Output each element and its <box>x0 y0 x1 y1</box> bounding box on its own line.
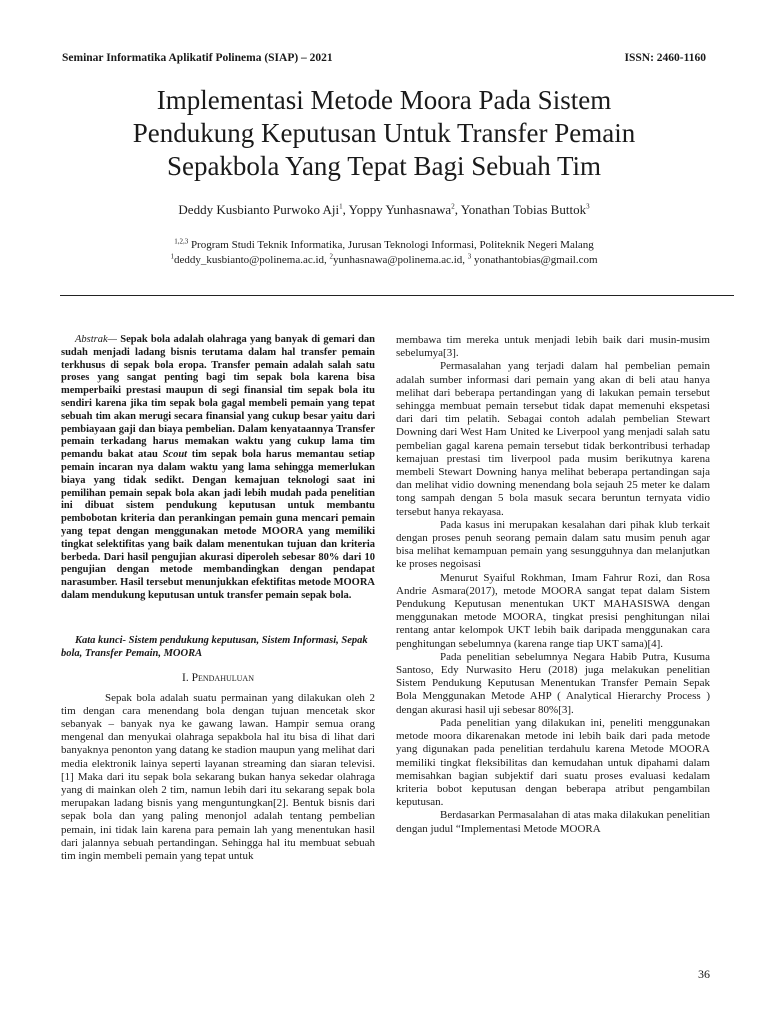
right-column <box>396 334 710 836</box>
email: yonathantobias@gmail.com <box>471 254 598 266</box>
section-heading: I. Pendahuluan <box>182 672 254 685</box>
body-paragraph: Berdasarkan Permasalahan di atas maka dilakukan penelitian dengan judul “Implementasi Metode MOORA <box>396 809 710 835</box>
author-name: , Yoppy Yunhasnawa <box>342 202 452 217</box>
abstract-text: Sepak bola adalah olahraga yang banyak di gemari dan sudah menjadi ladang bisnis terutama dalam hal transfer pemain terkhusus di sepak bola eropa. Transfer pemain adalah salah satu proses yang sangat penting bagi tim sepak bola karena bisa memperbaiki prestasi maupun di segi finansial tim sepak bola itu sendiri karena jika tim sepak bola gagal membeli pemain yang tepat sebuah tim akan merugi secara finansial yang cukup besar yaitu dari pembiayaan gaji dan biaya pembelian. Dalam kenyataannya Transfer pemain terkadang harus memakan waktu yang cukup lama tim pemandu bakat atau <box>61 334 375 461</box>
body-paragraph: Permasalahan yang terjadi dalam hal pembelian pemain adalah sumber informasi dari pemain yang akan di beli atau hanya melihat dari beberapa pertandingan yang di lakukan pemain tersebut sehingga membuat pemain tersebut tidak dapat memenuhi ekspetasi dari dari tim pelatih. Sebagai contoh adalah pembelian Stewart Downing dari West Ham United ke Liverpool yang menjadi salah satu pembelian gagal karena pemain tersebut tidak berkontribusi terhadap kemajuan prestasi tim liverpool pada musim berikutnya karena membeli Stewart Downing hanya melihat beberapa pertandingan saja dan melihat vidio downing menendang bola sejauh 25 meter ke dalam tong sampah dengan 5 bola masuk secara beruntun ternyata vidio tersebut hanya rekayasa. <box>396 360 710 518</box>
affiliation <box>60 238 708 268</box>
body-paragraph: Pada kasus ini merupakan kesalahan dari pihak klub terkait dengan proses penuh seorang pemain dalam satu musim penuh agar bisa melihat kemampuan pemain yang sesungguhnya dan melanjutkan ke proses negoisasi <box>396 518 710 571</box>
header-divider <box>60 295 734 296</box>
body-paragraph: Menurut Syaiful Rokhman, Imam Fahrur Rozi, dan Rosa Andrie Asmara(2017), metode MOORA sangat tepat dalam Sistem Pendukung Keputusan menentukan UKT MAHASISWA dengan menggunakan metode MOORA, tingkat presisi penghitungan nilai rentang antar kelompok UKT lebih baik daripada menggunakan cara penghitungan sebelumnya (karena range tiap UKT sama)[4]. <box>396 571 710 650</box>
abstract-scout: Scout <box>162 449 188 461</box>
email: deddy_kusbianto@polinema.ac.id, <box>173 254 330 266</box>
email-superscript: 2 <box>329 252 334 261</box>
affiliation-superscript: 1,2,3 <box>174 237 189 246</box>
left-column <box>61 334 375 863</box>
paper-title <box>60 84 708 183</box>
keywords: Kata kunci- Sistem pendukung keputusan, Sistem Informasi, Sepak bola, Transfer Pemain, MOORA <box>61 634 368 659</box>
email-superscript: 1 <box>170 252 174 261</box>
conference-name: Seminar Informatika Aplikatif Polinema (SIAP) – 2021 <box>62 52 333 64</box>
body-paragraph: Pada penelitian yang dilakukan ini, peneliti menggunakan metode moora dikarenakan metode ini lebih baik dari pada metode yang digunakan pada penelitian terdahulu karena Metode MOORA memiliki tingkat fleksibilitas dan kemudahan untuk dipahami dalam memisahkan bagian subjektif dari suatu proses evaluasi kedalam kriteria bobot keputusan dengan beberapa atribut pengambilan keputusan. <box>396 716 710 809</box>
body-paragraph: membawa tim mereka untuk menjadi lebih baik dari musin-musim sebelumya[3]. <box>396 334 710 360</box>
author-name: Deddy Kusbianto Purwoko Aji <box>178 202 340 217</box>
abstract-label: Abstrak— <box>75 334 117 345</box>
body-paragraph: Pada penelitian sebelumnya Negara Habib Putra, Kusuma Santoso, Edy Nurwasito Heru (2018) juga melakukan penelitian Sistem Pendukung Keputusan Menentukan Transfer Pemain Sepak Bola Menggunakan Metode AHP ( Analytical Hierarchy Process ) dengan akurasi hasil uji sebesar 80%[3]. <box>396 650 710 716</box>
page-number: 36 <box>698 967 710 981</box>
title-line: Sepakbola Yang Tepat Bagi Sebuah Tim <box>166 151 602 181</box>
email-line <box>60 253 708 268</box>
page-header <box>62 52 706 68</box>
author-superscript: 3 <box>586 202 590 211</box>
author-superscript: 2 <box>451 202 455 211</box>
title-line: Pendukung Keputusan Untuk Transfer Pemain <box>132 118 636 148</box>
abstract <box>61 334 375 603</box>
author-list <box>60 202 708 218</box>
abstract-text-2: tim sepak bola harus memantau setiap pemain incaran nya dalam waktu yang lama sehingga memerlukan biaya yang tidak sedikt. Dengan kemajuan teknologi saat ini pemilihan pemain sepak bola akan jadi lebih mudah pada penelitian ini dibuat sistem pendukung keputusan untuk membantu pembobotan kriteria dan perankingan pemain guna mencari pemain yang tepat dengan menggunakan metode MOORA yang memiliki tingkat selektifitas yang baik dalam menentukan tujuan dan kriteria berbeda. Dari hasil pengujian akurasi diperoleh sebesar 80% dari 10 pengujian dengan metode membandingkan dengan pendapat narasumber. Hasil tersebut menunjukkan efektifitas metode MOORA dalam mendukung keputusan untuk transfer pemain sepak bola. <box>61 449 375 601</box>
author-superscript: 1 <box>339 202 343 211</box>
affiliation-text: Program Studi Teknik Informatika, Jurusan Teknologi Informasi, Politeknik Negeri Malang <box>188 239 594 251</box>
email: yunhasnawa@polinema.ac.id, <box>333 254 468 266</box>
body-paragraph: Sepak bola adalah suatu permainan yang dilakukan oleh 2 tim dengan cara menendang bola dengan tujuan mencetak skor sebanyak – banyak nya ke gawang lawan. Hampir semua orang mengenal dan menyukai olahraga sepakbola hal itu bisa di lihat dari banyaknya penonton yang datang ke stadion maupun yang melihat dari media elektronik lainya seperti layanan streaming dan siaran televisi.[1] Maka dari itu sepak bola sekarang bukan hanya sekedar olahraga yang di mainkan oleh 2 tim, namun lebih dari itu sekarang sepak bola merupakan ladang bisnis yang menguntungkan[2]. Bentuk bisnis dari sepak bola dan yang paling menonjol adalah tentang pembelian pemain, ini tidak lain karena para pemain lah yang menentukan hasil dari jalannya sebuah pertandingan. Sehingga hal itu membuat sebuah tim ingin membeli pemain yang tepat untuk <box>61 691 375 862</box>
email-superscript: 3 <box>467 252 472 261</box>
affiliation-line <box>60 238 708 253</box>
title-line: Implementasi Metode Moora Pada Sistem <box>156 85 612 115</box>
issn: ISSN: 2460-1160 <box>624 52 706 64</box>
author-name: , Yonathan Tobias Buttok <box>454 202 587 217</box>
